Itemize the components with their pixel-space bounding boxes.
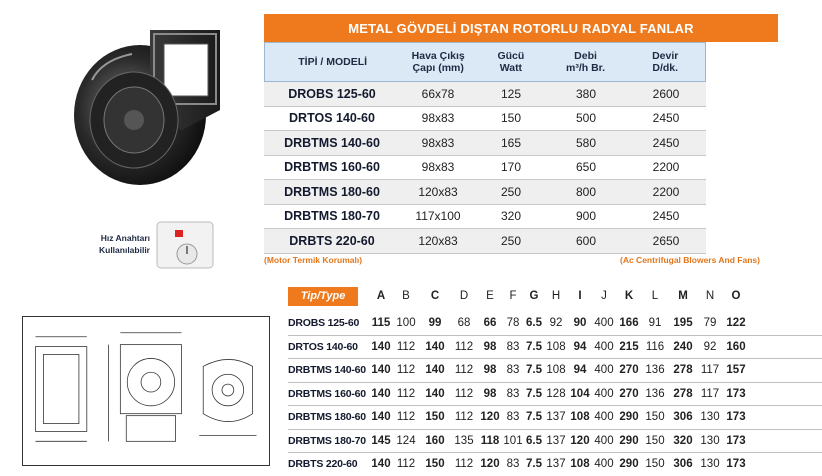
cell-dimension-h: 137 xyxy=(546,434,566,447)
cell-dimension-g: 7.5 xyxy=(526,387,542,400)
cell-model: DRBTMS 140-60 xyxy=(284,135,380,150)
cell-dimension-j: 400 xyxy=(594,458,614,471)
cell-dimension-h: 108 xyxy=(546,340,566,353)
cell-dimension-d: 112 xyxy=(454,364,474,377)
thermal-protection-note: (Motor Termik Korumalı) xyxy=(264,255,363,265)
cell-dimension-g: 7.5 xyxy=(526,458,542,471)
cell-dimension-d: 112 xyxy=(454,340,474,353)
cell-model: DRBTMS 180-70 xyxy=(284,209,380,224)
table-row xyxy=(264,107,706,132)
cell-dimension-g: 6.5 xyxy=(526,434,542,447)
header-flow xyxy=(546,43,626,81)
cell-dimension-d: 112 xyxy=(454,387,474,400)
cell-dimension-d: 68 xyxy=(457,317,471,330)
cell-dimension-l: 91 xyxy=(648,317,662,330)
cell-dimension-i: 94 xyxy=(573,364,587,377)
cell-dimension-l: 150 xyxy=(645,434,665,447)
table-row xyxy=(264,156,706,181)
speed-switch-caption xyxy=(70,232,150,256)
cell-dimension-e: 120 xyxy=(480,458,500,471)
column-header: M xyxy=(678,290,688,302)
cell-dimension-a: 115 xyxy=(371,317,391,330)
cell-dimension-n: 117 xyxy=(700,387,720,400)
cell-power: 320 xyxy=(500,209,522,224)
cell-dimension-a: 145 xyxy=(371,434,391,447)
cell-dimension-c: 99 xyxy=(428,317,442,330)
cell-dimension-i: 90 xyxy=(573,317,587,330)
dimensions-table-header xyxy=(288,284,822,308)
cell-dimension-j: 400 xyxy=(594,434,614,447)
cell-dimension-j: 400 xyxy=(594,340,614,353)
column-header: J xyxy=(601,290,607,302)
table-row xyxy=(288,359,822,383)
cell-dimension-f: 83 xyxy=(506,364,520,377)
cell-dimension-g: 6.5 xyxy=(526,317,542,330)
table-row xyxy=(264,229,706,254)
cell-dimension-e: 66 xyxy=(483,317,497,330)
cell-dimension-b: 112 xyxy=(396,340,416,353)
cell-dimension-i: 94 xyxy=(573,340,587,353)
cell-flow: 580 xyxy=(575,135,597,150)
cell-model: DRBTMS 180-60 xyxy=(284,184,380,199)
cell-dimension-m: 278 xyxy=(673,364,693,377)
cell-power: 150 xyxy=(500,111,522,126)
cell-flow: 380 xyxy=(575,86,597,101)
technical-drawing xyxy=(22,316,270,466)
cell-dimension-k: 166 xyxy=(619,317,639,330)
cell-dimension-n: 130 xyxy=(700,411,720,424)
cell-model: DRBTMS 160-60 xyxy=(284,160,380,175)
cell-speed: 2450 xyxy=(652,209,680,224)
cell-speed: 2450 xyxy=(652,111,680,126)
cell-speed: 2200 xyxy=(652,184,680,199)
cell-dimension-l: 150 xyxy=(645,411,665,424)
cell-dimension-b: 124 xyxy=(396,434,416,447)
cell-dimension-k: 290 xyxy=(619,434,639,447)
cell-dimension-e: 98 xyxy=(483,364,497,377)
header-flow-line1: Debi xyxy=(574,50,597,62)
cell-dimension-o: 173 xyxy=(726,387,746,400)
cell-model: DRBTMS 160-60 xyxy=(288,387,366,400)
cell-dimension-m: 306 xyxy=(673,411,693,424)
cell-air-outlet: 120x83 xyxy=(418,233,458,248)
cell-dimension-l: 136 xyxy=(645,387,665,400)
cell-dimension-n: 130 xyxy=(700,434,720,447)
cell-dimension-f: 83 xyxy=(506,387,520,400)
cell-dimension-o: 157 xyxy=(726,364,746,377)
cell-power: 250 xyxy=(500,184,522,199)
cell-model: DROBS 125-60 xyxy=(288,317,360,330)
header-power xyxy=(476,43,546,81)
cell-dimension-l: 136 xyxy=(645,364,665,377)
cell-model: DRBTMS 180-60 xyxy=(288,411,366,424)
cell-dimension-h: 108 xyxy=(546,364,566,377)
cell-dimension-m: 240 xyxy=(673,340,693,353)
cell-speed: 2650 xyxy=(652,233,680,248)
cell-dimension-m: 278 xyxy=(673,387,693,400)
cell-dimension-n: 117 xyxy=(700,364,720,377)
table-row xyxy=(288,430,822,454)
cell-dimension-k: 270 xyxy=(619,387,639,400)
cell-air-outlet: 120x83 xyxy=(418,184,458,199)
cell-dimension-a: 140 xyxy=(371,340,391,353)
speed-switch-line2: Kullanılabilir xyxy=(98,245,150,255)
cell-speed: 2200 xyxy=(652,160,680,175)
cell-dimension-i: 108 xyxy=(570,411,590,424)
header-speed-line1: Devir xyxy=(652,50,679,62)
cell-dimension-l: 150 xyxy=(645,458,665,471)
table-row xyxy=(264,131,706,156)
column-header: A xyxy=(376,290,386,302)
cell-dimension-k: 290 xyxy=(619,411,639,424)
column-header: F xyxy=(509,290,517,302)
cell-dimension-e: 118 xyxy=(480,434,500,447)
cell-dimension-m: 195 xyxy=(673,317,693,330)
cell-dimension-j: 400 xyxy=(594,387,614,400)
cell-dimension-c: 160 xyxy=(425,434,445,447)
table-row xyxy=(288,312,822,336)
header-model: TİPİ / MODELİ xyxy=(298,56,368,68)
cell-dimension-c: 140 xyxy=(425,364,445,377)
cell-air-outlet: 66x78 xyxy=(421,86,455,101)
cell-model: DROBS 125-60 xyxy=(288,86,376,101)
cell-dimension-k: 270 xyxy=(619,364,639,377)
specs-table-body xyxy=(264,82,706,254)
cell-dimension-o: 173 xyxy=(726,434,746,447)
cell-dimension-a: 140 xyxy=(371,411,391,424)
column-header: I xyxy=(578,290,582,302)
cell-power: 125 xyxy=(500,86,522,101)
cell-model: DRBTMS 140-60 xyxy=(288,364,366,377)
column-header: E xyxy=(486,290,494,302)
cell-dimension-n: 130 xyxy=(700,458,720,471)
cell-dimension-d: 112 xyxy=(454,458,474,471)
table-row xyxy=(288,453,822,476)
cell-dimension-a: 140 xyxy=(371,364,391,377)
cell-air-outlet: 98x83 xyxy=(421,111,455,126)
cell-dimension-n: 92 xyxy=(703,340,717,353)
cell-dimension-a: 140 xyxy=(371,387,391,400)
cell-power: 170 xyxy=(500,160,522,175)
cell-dimension-b: 112 xyxy=(396,387,416,400)
table-row xyxy=(288,383,822,407)
cell-dimension-h: 92 xyxy=(549,317,563,330)
cell-dimension-b: 112 xyxy=(396,364,416,377)
header-flow-line2: m³/h Br. xyxy=(566,62,606,74)
cell-flow: 900 xyxy=(575,209,597,224)
cell-dimension-l: 116 xyxy=(645,340,665,353)
cell-dimension-o: 173 xyxy=(726,411,746,424)
cell-dimension-a: 140 xyxy=(371,458,391,471)
header-air-outlet-line1: Hava Çıkış xyxy=(411,50,465,62)
column-header: H xyxy=(551,290,561,302)
cell-air-outlet: 98x83 xyxy=(421,160,455,175)
product-category-note: (Ac Centrifugal Blowers And Fans) xyxy=(620,255,760,265)
cell-dimension-d: 135 xyxy=(454,434,474,447)
cell-dimension-g: 7.5 xyxy=(526,364,542,377)
cell-dimension-f: 78 xyxy=(506,317,520,330)
cell-dimension-k: 215 xyxy=(619,340,639,353)
dimensions-table-body xyxy=(288,312,822,476)
header-air-outlet-line2: Çapı (mm) xyxy=(412,62,464,74)
specs-table-header xyxy=(264,42,706,82)
cell-dimension-g: 7.5 xyxy=(526,340,542,353)
speed-switch-image xyxy=(155,220,217,272)
cell-dimension-f: 101 xyxy=(503,434,523,447)
cell-dimension-j: 400 xyxy=(594,411,614,424)
cell-dimension-c: 150 xyxy=(425,458,445,471)
cell-dimension-e: 98 xyxy=(483,340,497,353)
cell-dimension-j: 400 xyxy=(594,364,614,377)
cell-air-outlet: 98x83 xyxy=(421,135,455,150)
cell-dimension-g: 7.5 xyxy=(526,411,542,424)
table-row xyxy=(288,336,822,360)
cell-dimension-h: 137 xyxy=(546,411,566,424)
cell-dimension-o: 173 xyxy=(726,458,746,471)
column-header: N xyxy=(705,290,715,302)
cell-dimension-c: 140 xyxy=(425,340,445,353)
cell-dimension-f: 83 xyxy=(506,340,520,353)
cell-dimension-j: 400 xyxy=(594,317,614,330)
column-header: B xyxy=(402,290,410,302)
cell-dimension-h: 137 xyxy=(546,458,566,471)
cell-dimension-e: 120 xyxy=(480,411,500,424)
cell-dimension-b: 112 xyxy=(396,458,416,471)
cell-dimension-c: 150 xyxy=(425,411,445,424)
cell-dimension-i: 104 xyxy=(570,387,590,400)
table-row xyxy=(264,180,706,205)
cell-model: DRTOS 140-60 xyxy=(288,340,358,353)
cell-speed: 2450 xyxy=(652,135,680,150)
cell-dimension-f: 83 xyxy=(506,411,520,424)
header-speed xyxy=(625,43,705,81)
header-power-line2: Watt xyxy=(499,62,523,74)
cell-flow: 600 xyxy=(575,233,597,248)
cell-dimension-m: 320 xyxy=(673,434,693,447)
cell-air-outlet: 117x100 xyxy=(415,209,461,224)
column-header: O xyxy=(731,290,741,302)
type-label: Tip/Type xyxy=(288,287,358,306)
column-header: L xyxy=(651,290,659,302)
cell-model: DRBTS 220-60 xyxy=(288,458,358,471)
table-row xyxy=(264,82,706,107)
cell-dimension-b: 112 xyxy=(396,411,416,424)
header-air-outlet xyxy=(400,43,476,81)
header-power-line1: Gücü xyxy=(497,50,525,62)
cell-flow: 800 xyxy=(575,184,597,199)
column-header: D xyxy=(459,290,469,302)
cell-dimension-o: 122 xyxy=(726,317,746,330)
header-speed-line2: D/dk. xyxy=(652,62,679,74)
cell-flow: 650 xyxy=(575,160,597,175)
centrifugal-fan-image xyxy=(72,20,232,190)
cell-speed: 2600 xyxy=(652,86,680,101)
cell-dimension-k: 290 xyxy=(619,458,639,471)
cell-dimension-n: 79 xyxy=(703,317,717,330)
table-row xyxy=(288,406,822,430)
cell-model: DRBTMS 180-70 xyxy=(288,434,366,447)
cell-power: 250 xyxy=(500,233,522,248)
column-header: G xyxy=(529,290,539,302)
cell-dimension-d: 112 xyxy=(454,411,474,424)
cell-dimension-c: 140 xyxy=(425,387,445,400)
column-header: K xyxy=(624,290,634,302)
cell-model: DRTOS 140-60 xyxy=(289,111,375,126)
cell-dimension-m: 306 xyxy=(673,458,693,471)
cell-dimension-h: 128 xyxy=(546,387,566,400)
cell-power: 165 xyxy=(500,135,522,150)
cell-flow: 500 xyxy=(575,111,597,126)
table-row xyxy=(264,205,706,230)
cell-dimension-o: 160 xyxy=(726,340,746,353)
speed-switch-line1: Hız Anahtarı xyxy=(100,233,150,243)
cell-dimension-e: 98 xyxy=(483,387,497,400)
cell-dimension-b: 100 xyxy=(396,317,416,330)
column-header: C xyxy=(430,290,440,302)
cell-dimension-f: 83 xyxy=(506,458,520,471)
cell-dimension-i: 108 xyxy=(570,458,590,471)
page-title: METAL GÖVDELİ DIŞTAN ROTORLU RADYAL FANLAR xyxy=(264,14,778,42)
cell-model: DRBTS 220-60 xyxy=(289,233,375,248)
cell-dimension-i: 120 xyxy=(570,434,590,447)
